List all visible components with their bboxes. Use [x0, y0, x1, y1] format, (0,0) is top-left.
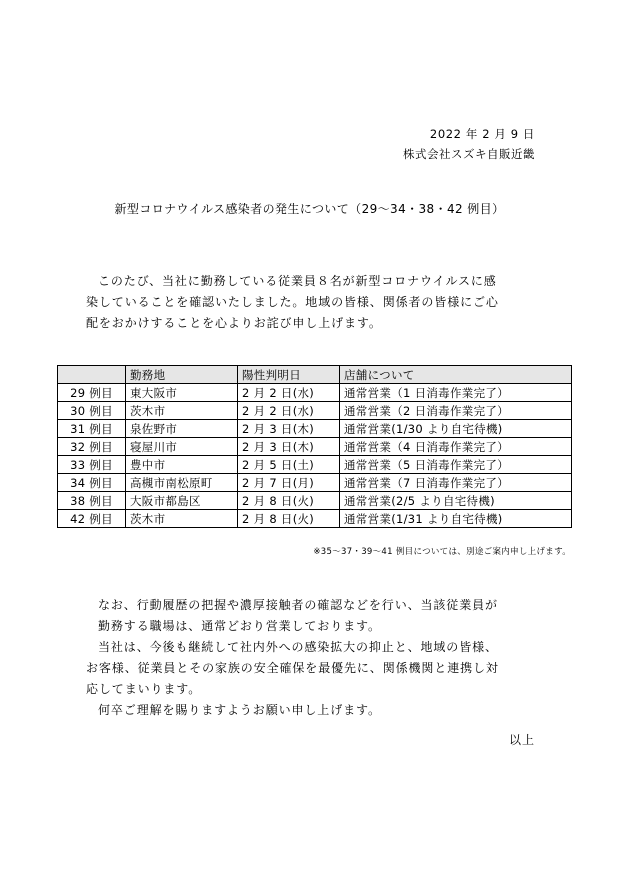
work-location: 茨木市 — [126, 510, 238, 528]
body-text — [86, 595, 556, 721]
document-date: 2022 年 2 月 9 日 — [429, 127, 535, 141]
body-line: 当社は、今後も継続して社内外への感染拡大の抑止と、地域の皆様、 — [98, 640, 498, 654]
table-row — [58, 510, 572, 528]
store-status: 通常営業（5 日消毒作業完了） — [340, 456, 572, 474]
store-status: 通常営業（1 日消毒作業完了） — [340, 384, 572, 402]
case-number: 31 例目 — [58, 420, 126, 438]
body-line: 何卒ご理解を賜りますようお願い申し上げます。 — [98, 703, 381, 717]
store-status: 通常営業（4 日消毒作業完了） — [340, 438, 572, 456]
case-number: 33 例目 — [58, 456, 126, 474]
case-number: 30 例目 — [58, 402, 126, 420]
work-location: 東大阪市 — [126, 384, 238, 402]
work-location: 寝屋川市 — [126, 438, 238, 456]
store-status: 通常営業(1/30 より自宅待機) — [340, 420, 572, 438]
intro-line: 配をおかけすることを心よりお詫び申し上げます。 — [86, 316, 382, 330]
case-number: 34 例目 — [58, 474, 126, 492]
positive-date: 2 月 3 日(木) — [238, 420, 340, 438]
case-number: 32 例目 — [58, 438, 126, 456]
company-name: 株式会社スズキ自販近畿 — [403, 147, 535, 161]
case-number: 42 例目 — [58, 510, 126, 528]
work-location: 泉佐野市 — [126, 420, 238, 438]
header-cell-case — [58, 366, 126, 384]
positive-date: 2 月 8 日(火) — [238, 492, 340, 510]
body-line: 応してまいります。 — [86, 682, 202, 696]
header-cell-date: 陽性判明日 — [238, 366, 340, 384]
store-status: 通常営業（2 日消毒作業完了） — [340, 402, 572, 420]
case-number: 29 例目 — [58, 384, 126, 402]
positive-date: 2 月 5 日(土) — [238, 456, 340, 474]
header-cell-store: 店舗について — [340, 366, 572, 384]
positive-date: 2 月 8 日(火) — [238, 510, 340, 528]
table-row — [58, 420, 572, 438]
table-header-row — [58, 366, 572, 384]
work-location: 豊中市 — [126, 456, 238, 474]
body-line: 勤務する職場は、通常どおり営業しております。 — [98, 619, 381, 633]
positive-date: 2 月 7 日(月) — [238, 474, 340, 492]
table-row — [58, 492, 572, 510]
body-line: なお、行動履歴の把握や濃厚接触者の確認などを行い、当該従業員が — [98, 598, 498, 612]
intro-paragraph — [86, 271, 556, 334]
table-row — [58, 456, 572, 474]
positive-date: 2 月 2 日(水) — [238, 402, 340, 420]
intro-line: このたび、当社に勤務している従業員８名が新型コロナウイルスに感 — [98, 274, 497, 288]
intro-line: 染していることを確認いたしました。地域の皆様、関係者の皆様にご心 — [86, 295, 499, 309]
document-title: 新型コロナウイルス感染者の発生について（29〜34・38・42 例目） — [114, 202, 505, 216]
cases-table — [57, 365, 572, 528]
body-line: お客様、従業員とその家族の安全確保を最優先に、関係機関と連携し対 — [86, 661, 499, 675]
header-cell-location: 勤務地 — [126, 366, 238, 384]
store-status: 通常営業(1/31 より自宅待機) — [340, 510, 572, 528]
table-row — [58, 402, 572, 420]
store-status: 通常営業（7 日消毒作業完了） — [340, 474, 572, 492]
case-number: 38 例目 — [58, 492, 126, 510]
table-row — [58, 384, 572, 402]
work-location: 高槻市南松原町 — [126, 474, 238, 492]
closing-mark: 以上 — [508, 733, 535, 747]
positive-date: 2 月 2 日(水) — [238, 384, 340, 402]
table-footnote: ※35〜37・39〜41 例目については、別途ご案内申し上げます。 — [313, 547, 571, 557]
work-location: 大阪市都島区 — [126, 492, 238, 510]
table-row — [58, 438, 572, 456]
table-row — [58, 474, 572, 492]
store-status: 通常営業(2/5 より自宅待機) — [340, 492, 572, 510]
work-location: 茨木市 — [126, 402, 238, 420]
positive-date: 2 月 3 日(木) — [238, 438, 340, 456]
